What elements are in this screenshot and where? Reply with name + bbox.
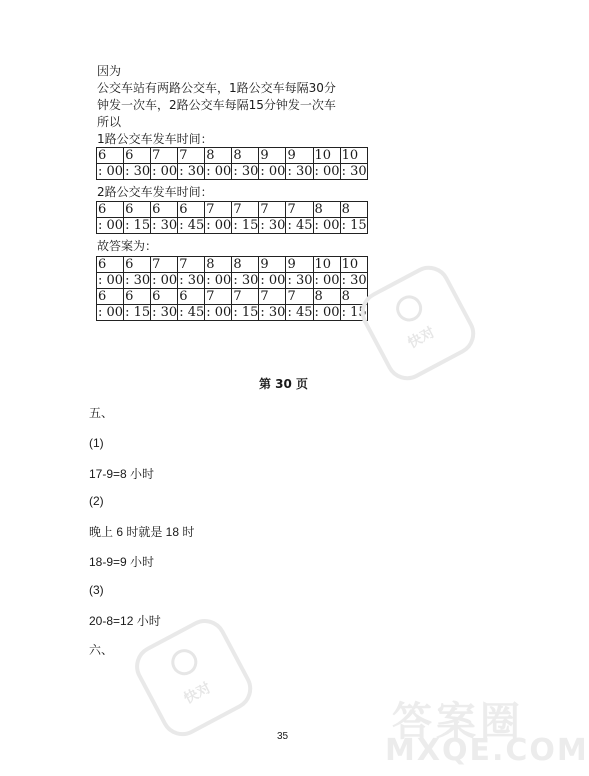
table-cell: 7 (286, 202, 313, 218)
table-cell: : 45 (179, 218, 205, 233)
table-cell: 7 (259, 202, 286, 218)
table-cell: : 00 (206, 273, 232, 288)
table-cell: 6 (178, 289, 205, 305)
table-cell: : 00 (260, 164, 286, 179)
route2-label: 2路公交车发车时间： (97, 185, 213, 199)
question-3-label: (3) (89, 583, 104, 597)
table-cell: : 30 (287, 164, 313, 179)
table-cell: 6 (151, 202, 178, 218)
table-cell: : 30 (152, 305, 178, 320)
section-six-heading: 六、 (89, 643, 114, 657)
table-cell: : 15 (341, 218, 367, 233)
table-cell: 7 (205, 289, 232, 305)
answer-schedule-table (96, 256, 368, 321)
table-cell: : 45 (287, 305, 313, 320)
table-cell: : 00 (314, 164, 340, 179)
table-cell: : 15 (341, 305, 367, 320)
table-row (97, 273, 368, 289)
table-cell: : 30 (341, 164, 367, 179)
table-cell: 6 (124, 148, 151, 164)
table-cell: : 30 (260, 218, 286, 233)
table-cell: 9 (259, 148, 286, 164)
table-cell: : 00 (314, 218, 340, 233)
table-cell: : 45 (179, 305, 205, 320)
table-cell: 6 (97, 202, 124, 218)
table-cell: : 30 (125, 273, 151, 288)
table-cell: 7 (178, 148, 205, 164)
table-cell: 6 (97, 257, 124, 273)
table-cell: 7 (178, 257, 205, 273)
table-cell: 6 (124, 289, 151, 305)
table-cell: : 30 (287, 273, 313, 288)
table-cell: 10 (313, 148, 340, 164)
table-cell: 9 (286, 148, 313, 164)
table-cell: 7 (286, 289, 313, 305)
question-2-label: (2) (89, 494, 104, 508)
table-row (97, 202, 368, 218)
table-cell: : 30 (233, 273, 259, 288)
table-cell: 8 (232, 148, 259, 164)
table-cell: : 45 (287, 218, 313, 233)
table-cell: : 00 (98, 273, 124, 288)
table-row (97, 289, 368, 305)
table-cell: 7 (259, 289, 286, 305)
table-row (97, 218, 368, 234)
section-five-heading: 五、 (89, 406, 114, 420)
table-cell: : 30 (152, 218, 178, 233)
question-2-answer: 18-9=9 小时 (89, 555, 155, 569)
table-cell: 8 (340, 202, 367, 218)
table-cell: 6 (151, 289, 178, 305)
table-cell: 7 (232, 202, 259, 218)
table-cell: 8 (232, 257, 259, 273)
answer-label: 故答案为： (97, 239, 158, 253)
table-cell: 10 (313, 257, 340, 273)
table-cell: 7 (151, 148, 178, 164)
table-row (97, 148, 368, 164)
table-cell: : 30 (341, 273, 367, 288)
table-cell: : 00 (260, 273, 286, 288)
table-cell: : 00 (314, 305, 340, 320)
table-cell: 6 (124, 257, 151, 273)
table-cell: : 00 (152, 273, 178, 288)
table-cell: : 00 (98, 218, 124, 233)
table-cell: : 30 (260, 305, 286, 320)
table-cell: : 15 (233, 218, 259, 233)
table-row (97, 257, 368, 273)
table-cell: 9 (259, 257, 286, 273)
brand-watermark-bottom: MXQE.COM (385, 733, 589, 768)
table-row (97, 305, 368, 321)
question-3-answer: 20-8=12 小时 (89, 614, 161, 628)
question-1-answer: 17-9=8 小时 (89, 467, 155, 481)
stamp-label: 快对 (405, 324, 438, 352)
table-cell: 6 (124, 202, 151, 218)
table-cell: 6 (97, 289, 124, 305)
table-cell: : 15 (125, 305, 151, 320)
table-cell: : 15 (233, 305, 259, 320)
table-cell: : 15 (125, 218, 151, 233)
stamp-label: 快对 (181, 679, 214, 708)
table-cell: 7 (205, 202, 232, 218)
table-cell: : 00 (152, 164, 178, 179)
stamp-frame (127, 611, 260, 744)
page-number: 35 (277, 731, 289, 742)
stamp-watermark-lower (127, 610, 262, 745)
stamp-frame (353, 258, 483, 388)
table-cell: 8 (313, 289, 340, 305)
table-cell: : 00 (314, 273, 340, 288)
page-heading: 第 30 页 (259, 377, 309, 391)
table-cell: 8 (205, 257, 232, 273)
brand-watermark-top: 答案圈 (392, 699, 524, 745)
table-cell: : 30 (179, 164, 205, 179)
route1-schedule-table (96, 147, 368, 180)
question-1-label: (1) (89, 436, 104, 450)
table-cell: 10 (340, 257, 367, 273)
solution-line-therefore: 所以 (97, 115, 122, 129)
table-cell: 7 (232, 289, 259, 305)
solution-line-intervals: 钟发一次车，2路公交车每隔15分钟发一次车 (97, 98, 336, 112)
table-cell: 8 (205, 148, 232, 164)
table-cell: 8 (313, 202, 340, 218)
stamp-watermark (353, 258, 483, 388)
solution-line-because: 因为 (97, 64, 122, 78)
table-row (97, 164, 368, 180)
table-cell: : 00 (98, 305, 124, 320)
route2-schedule-table (96, 201, 368, 234)
table-cell: 9 (286, 257, 313, 273)
table-cell: 10 (340, 148, 367, 164)
table-cell: : 30 (179, 273, 205, 288)
route1-label: 1路公交车发车时间： (97, 132, 213, 146)
table-cell: : 30 (233, 164, 259, 179)
table-cell: 7 (151, 257, 178, 273)
table-cell: : 00 (206, 164, 232, 179)
table-cell: 6 (97, 148, 124, 164)
table-cell: : 30 (125, 164, 151, 179)
solution-line-bus-routes: 公交车站有两路公交车，1路公交车每隔30分 (97, 81, 336, 95)
table-cell: : 00 (206, 218, 232, 233)
table-cell: : 00 (98, 164, 124, 179)
table-cell: 6 (178, 202, 205, 218)
table-cell: : 00 (206, 305, 232, 320)
table-cell: 8 (340, 289, 367, 305)
question-2-note: 晚上 6 时就是 18 时 (89, 525, 195, 539)
